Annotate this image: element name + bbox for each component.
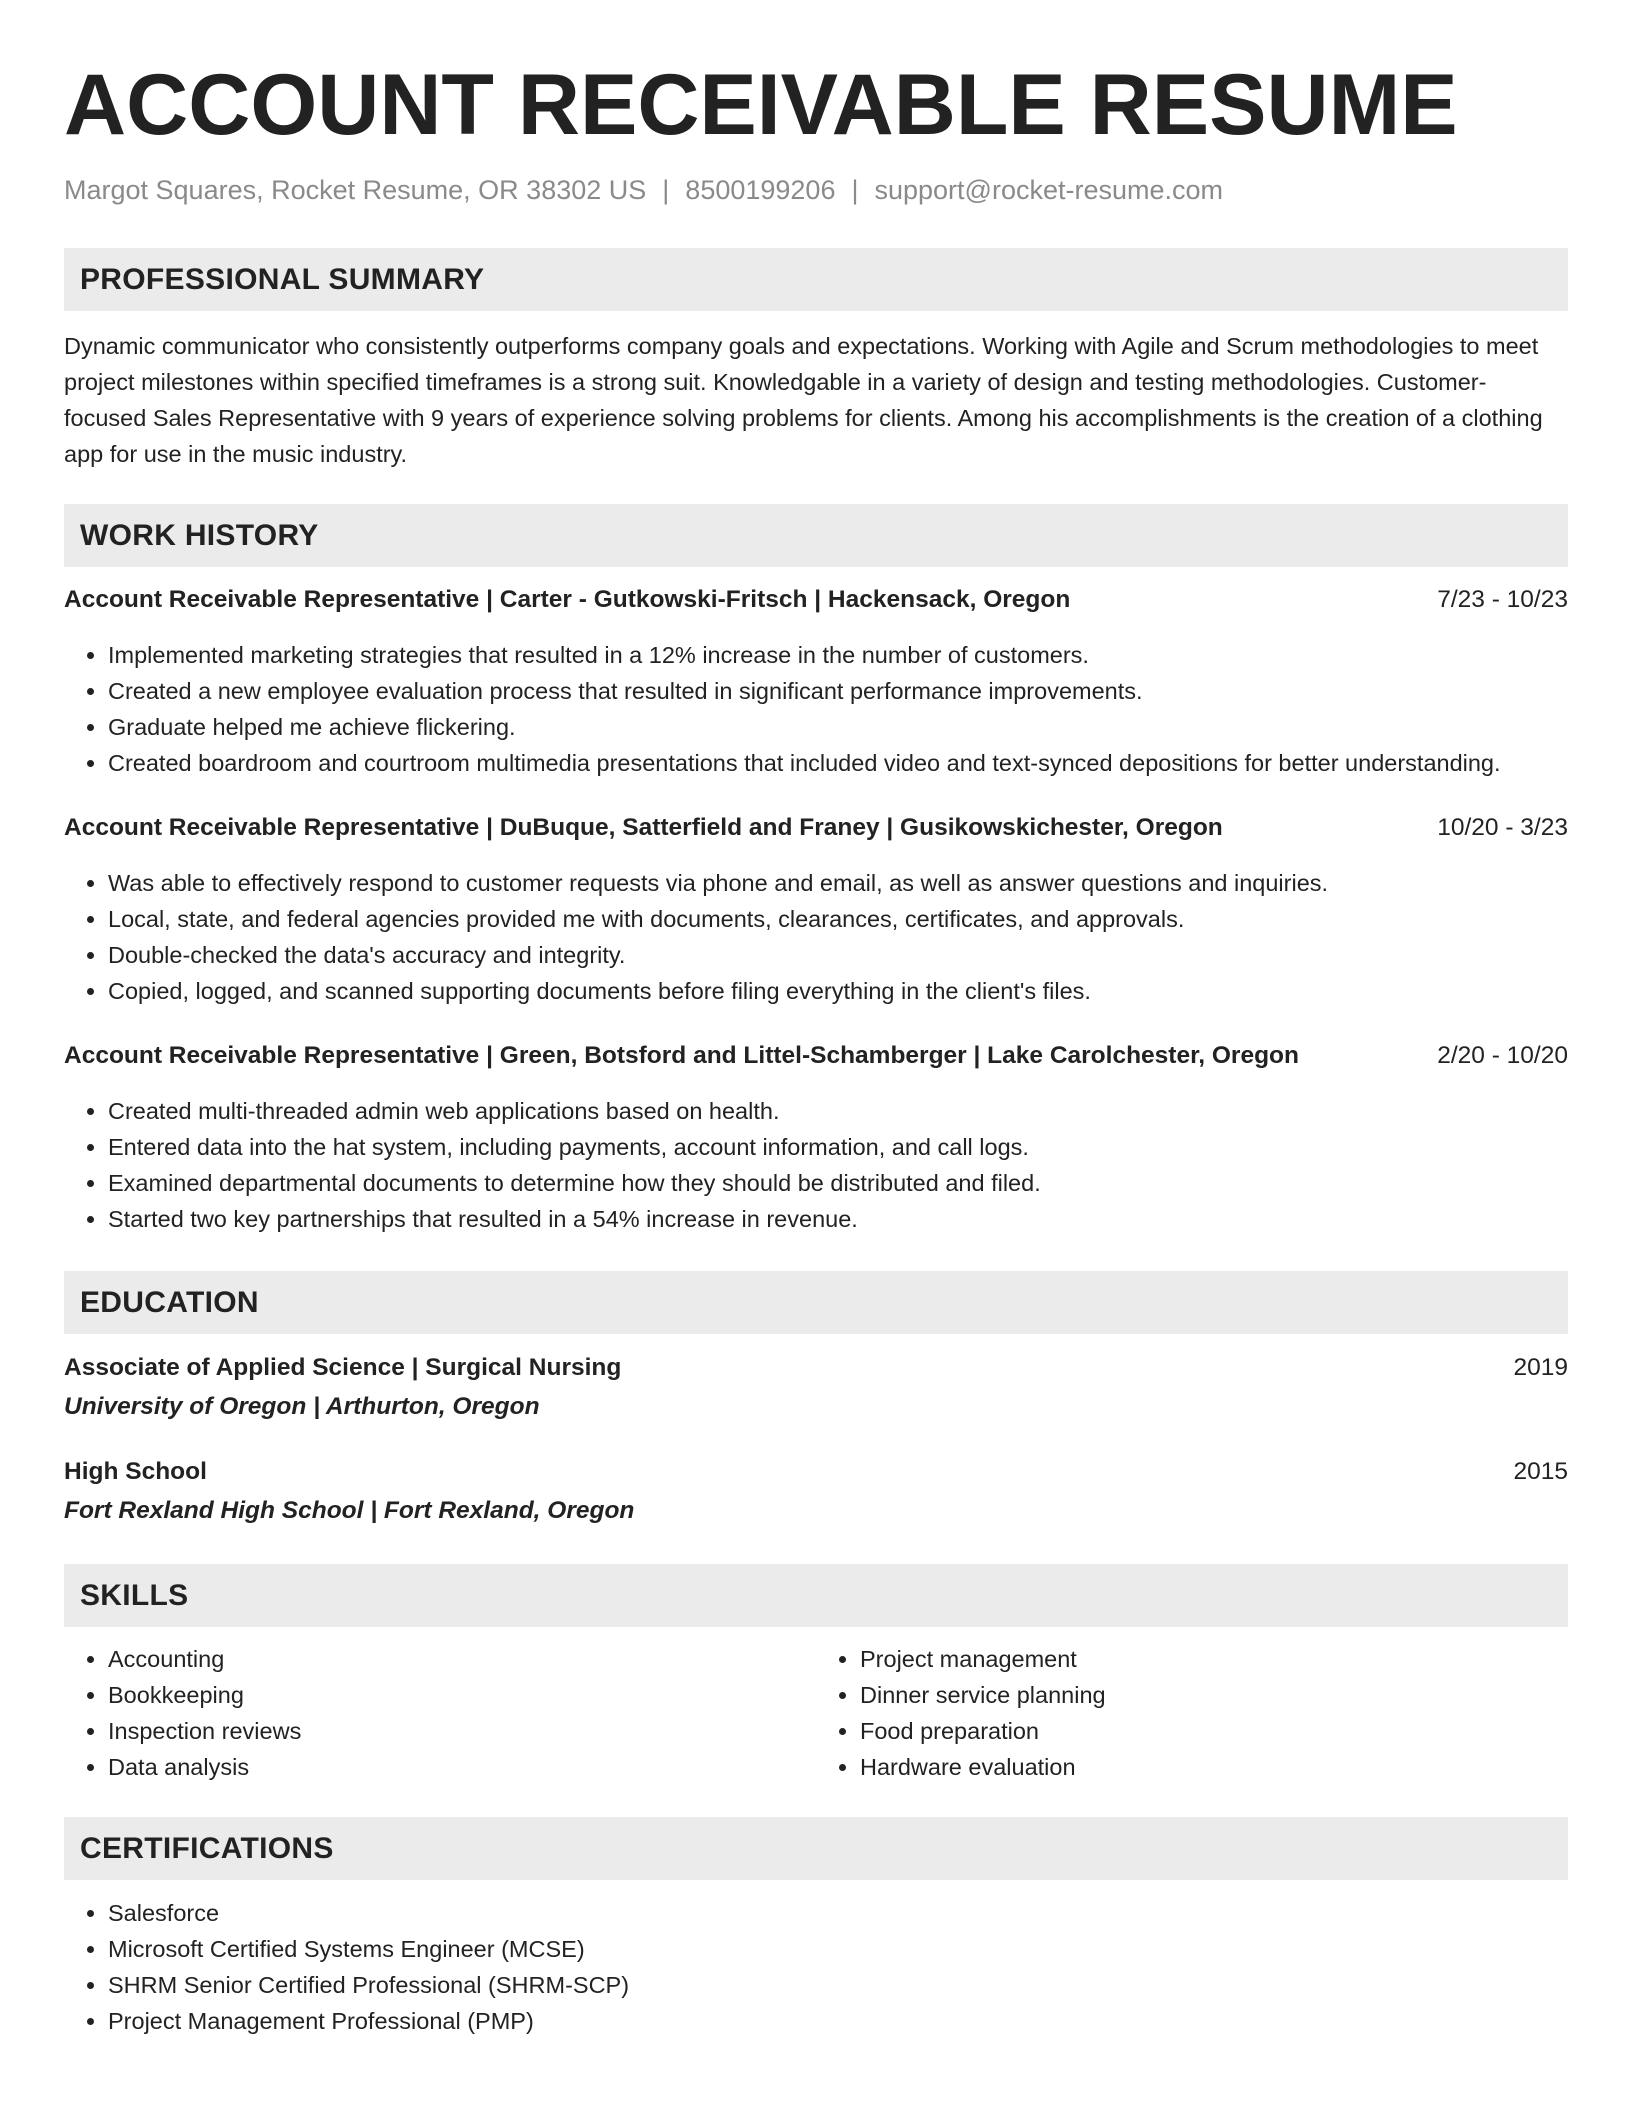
skill-item: • Food preparation: [860, 1713, 1568, 1749]
job-dates: 10/20 - 3/23: [1437, 814, 1568, 841]
contact-line: [64, 172, 1568, 208]
job-bullet: • Graduate helped me achieve flickering.: [108, 709, 1568, 745]
certification-item: • Project Management Professional (PMP): [108, 2003, 1568, 2039]
certification-item: • Salesforce: [108, 1895, 1568, 1931]
skills-column-right: [816, 1641, 1568, 1785]
education-entry: [64, 1455, 1568, 1529]
summary-text: Dynamic communicator who consistently outperforms company goals and expectations. Working with Agile and Scrum methodologies to meet project milestones within specified timeframes is a strong suit. Knowledgable in a variety of design and testing methodologies. Customer-focused Sales Representative with 9 years of experience solving problems for clients. Among his accomplishments is the creation of a clothing app for use in the music industry.: [64, 333, 1543, 467]
job-title: Account Receivable Representative | Green, Botsford and Littel-Schamberger | Lake Carolchester, Oregon: [64, 1042, 1299, 1069]
education-year: 2015: [1513, 1458, 1568, 1485]
skill-item: • Inspection reviews: [108, 1713, 816, 1749]
job-bullet: • Local, state, and federal agencies provided me with documents, clearances, certificates, and approvals.: [108, 901, 1568, 937]
skills-list: [64, 1641, 1568, 1785]
section-header-certifications: CERTIFICATIONS: [64, 1817, 1568, 1880]
job-header: [64, 811, 1568, 845]
job-header: [64, 583, 1568, 617]
education-school: University of Oregon | Arthurton, Oregon: [64, 1393, 540, 1420]
job-bullet: • Was able to effectively respond to customer requests via phone and email, as well as answer questions and inquiries.: [108, 865, 1568, 901]
job-bullets: [64, 865, 1568, 1009]
job-header: [64, 1039, 1568, 1073]
job-title: Account Receivable Representative | Carter - Gutkowski-Fritsch | Hackensack, Oregon: [64, 586, 1071, 613]
education-year: 2019: [1513, 1354, 1568, 1381]
contact-phone: 8500199206: [685, 175, 836, 205]
education-degree: High School: [64, 1458, 207, 1485]
section-header-education: EDUCATION: [64, 1271, 1568, 1334]
certification-item: • Microsoft Certified Systems Engineer (MCSE): [108, 1931, 1568, 1967]
certifications-list: [64, 1895, 1568, 2039]
job-bullet: • Implemented marketing strategies that resulted in a 12% increase in the number of customers.: [108, 637, 1568, 673]
job-entry: [64, 811, 1568, 1009]
section-header-skills: SKILLS: [64, 1564, 1568, 1627]
section-header-summary: PROFESSIONAL SUMMARY: [64, 248, 1568, 311]
skill-item: • Data analysis: [108, 1749, 816, 1785]
skill-item: • Accounting: [108, 1641, 816, 1677]
job-entry: [64, 1039, 1568, 1237]
job-bullet: • Examined departmental documents to determine how they should be distributed and filed.: [108, 1165, 1568, 1201]
skill-item: • Hardware evaluation: [860, 1749, 1568, 1785]
job-bullet: • Created boardroom and courtroom multimedia presentations that included video and text-synced depositions for better understanding.: [108, 745, 1568, 781]
job-bullets: [64, 1093, 1568, 1237]
education-school: Fort Rexland High School | Fort Rexland, Oregon: [64, 1497, 635, 1524]
education-entry: [64, 1351, 1568, 1425]
job-bullet: • Copied, logged, and scanned supporting documents before filing everything in the client's files.: [108, 973, 1568, 1009]
contact-email: support@rocket-resume.com: [874, 175, 1224, 205]
skills-column-left: [64, 1641, 816, 1785]
contact-address: Margot Squares, Rocket Resume, OR 38302 US: [64, 175, 647, 205]
job-entry: [64, 583, 1568, 781]
job-bullet: • Created multi-threaded admin web applications based on health.: [108, 1093, 1568, 1129]
skill-item: • Dinner service planning: [860, 1677, 1568, 1713]
job-bullet: • Entered data into the hat system, including payments, account information, and call logs.: [108, 1129, 1568, 1165]
contact-separator: |: [662, 175, 670, 205]
job-bullet: • Created a new employee evaluation process that resulted in significant performance improvements.: [108, 673, 1568, 709]
resume-title: ACCOUNT RECEIVABLE RESUME: [64, 57, 1458, 153]
education-header: [64, 1455, 1568, 1489]
job-dates: 7/23 - 10/23: [1437, 586, 1568, 613]
section-header-work-history: WORK HISTORY: [64, 504, 1568, 567]
job-bullet: • Double-checked the data's accuracy and integrity.: [108, 937, 1568, 973]
skill-item: • Project management: [860, 1641, 1568, 1677]
skill-item: • Bookkeeping: [108, 1677, 816, 1713]
job-bullets: [64, 637, 1568, 781]
job-bullet: • Started two key partnerships that resulted in a 54% increase in revenue.: [108, 1201, 1568, 1237]
certification-item: • SHRM Senior Certified Professional (SHRM-SCP): [108, 1967, 1568, 2003]
education-degree: Associate of Applied Science | Surgical Nursing: [64, 1354, 622, 1381]
job-dates: 2/20 - 10/20: [1437, 1042, 1568, 1069]
contact-separator: |: [851, 175, 859, 205]
job-title: Account Receivable Representative | DuBuque, Satterfield and Franey | Gusikowskichester, Oregon: [64, 814, 1223, 841]
education-header: [64, 1351, 1568, 1385]
